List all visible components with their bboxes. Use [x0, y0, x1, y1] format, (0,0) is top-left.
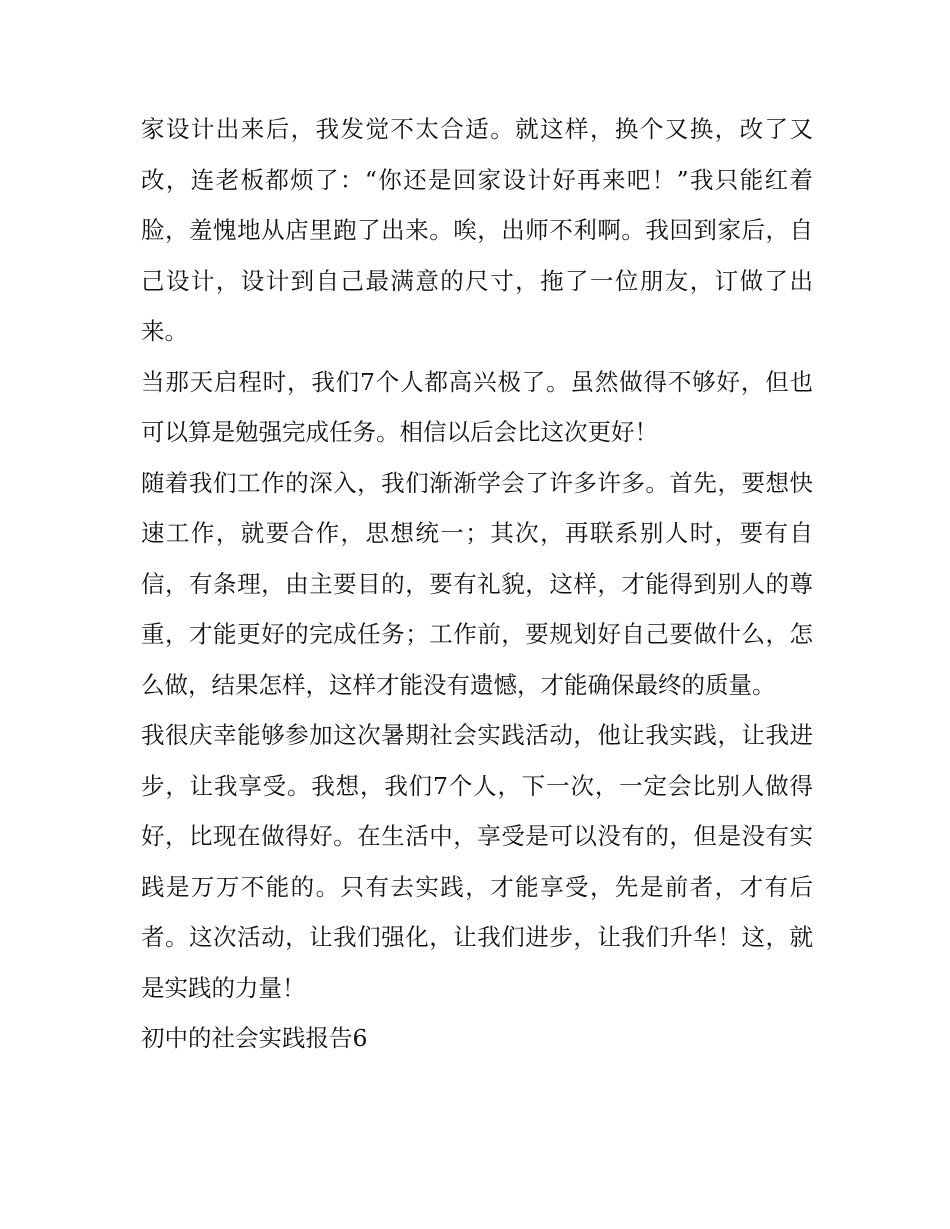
paragraph-3: 随着我们工作的深入，我们渐渐学会了许多许多。首先，要想快速工作，就要合作，思想统一；其次，再联系别人时，要有自信，有条理，由主要目的，要有礼貌，这样，才能得到别人的尊重，才能更好的完成任务；工作前，要规划好自己要做什么，怎么做，结果怎样，这样才能没有遗憾，才能确保最终的质量。 — [141, 468, 813, 699]
paragraph-4: 我很庆幸能够参加这次暑期社会实践活动，他让我实践，让我进步，让我享受。我想，我们7个人，下一次，一定会比别人做得好，比现在做得好。在生活中，享受是可以没有的，但是没有实践是万万不能的。只有去实践，才能享受，先是前者，才有后者。这次活动，让我们强化，让我们进步，让我们升华！这，就是实践的力量！ — [141, 721, 813, 1002]
document-page — [141, 104, 813, 1064]
paragraph-1: 家设计出来后，我发觉不太合适。就这样，换个又换，改了又改，连老板都烦了：“你还是回家设计好再来吧！”我只能红着脸，羞愧地从店里跑了出来。唉，出师不利啊。我回到家后，自己设计，设计到自己最满意的尺寸，拖了一位朋友，订做了出来。 — [141, 115, 813, 345]
section-heading: 初中的社会实践报告6 — [141, 1024, 368, 1052]
paragraph-2: 当那天启程时，我们7个人都高兴极了。虽然做得不够好，但也可以算是勉强完成任务。相信以后会比这次更好！ — [141, 367, 813, 446]
